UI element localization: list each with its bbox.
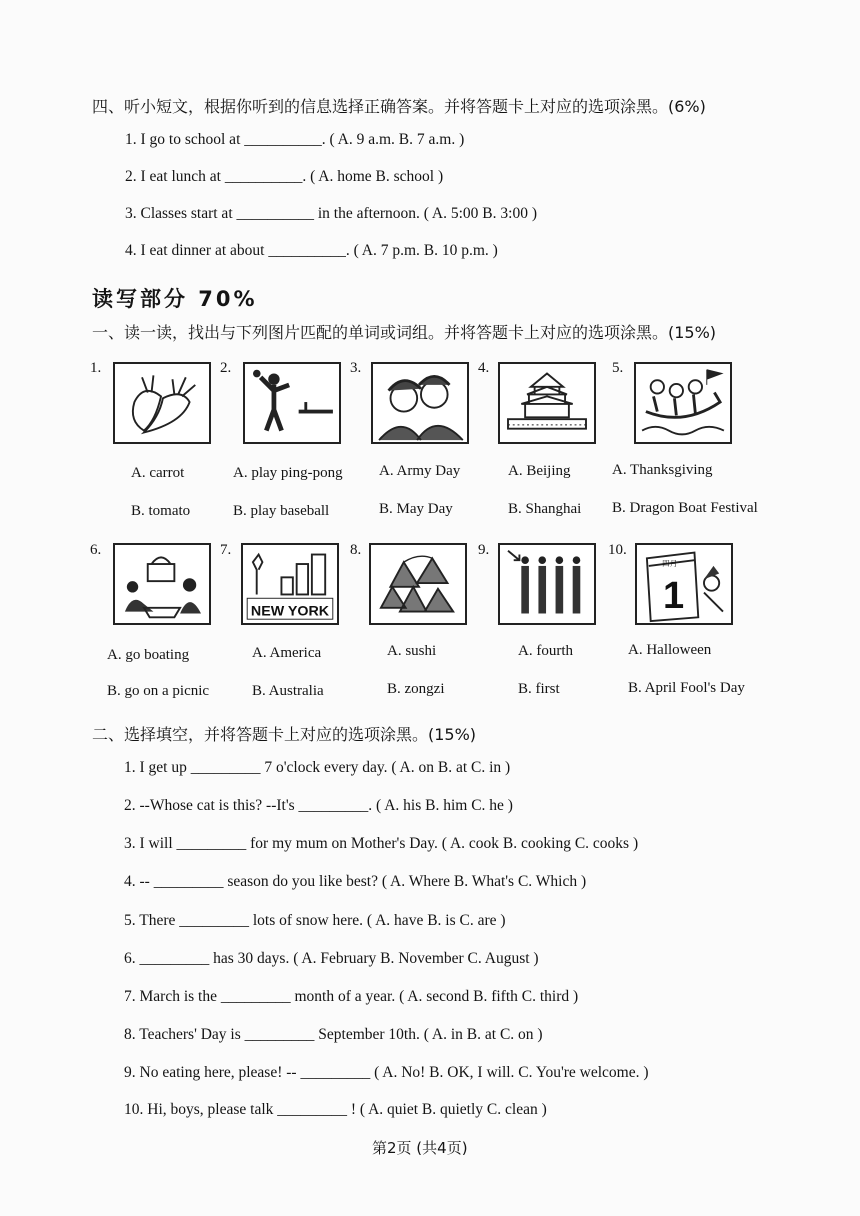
option-a: A. Halloween [628, 642, 712, 658]
option-b: B. tomato [131, 503, 191, 519]
fill-blank-item: 6. _________ has 30 days. ( A. February B. November C. August ) [124, 950, 539, 967]
fill-blank-item: 5. There _________ lots of snow here. ( A. have B. is C. are ) [124, 912, 506, 929]
listening-item: 3. Classes start at __________ in the afternoon. ( A. 5:00 B. 3:00 ) [125, 205, 537, 222]
option-a: A. Army Day [379, 463, 461, 479]
fill-blank-item: 10. Hi, boys, please talk _________ ! ( A. quiet B. quietly C. clean ) [124, 1101, 547, 1118]
picture-number: 6. [90, 542, 102, 558]
option-b: B. May Day [379, 501, 453, 517]
picture-number: 3. [350, 360, 362, 376]
option-b: B. Dragon Boat Festival [612, 500, 758, 516]
option-a: A. carrot [131, 465, 185, 481]
option-a: A. go boating [107, 647, 190, 663]
option-a: A. fourth [518, 643, 573, 659]
option-a: A. Thanksgiving [612, 462, 713, 478]
picture-number: 5. [612, 360, 624, 376]
calendar-icon [635, 543, 733, 625]
soldiers-icon [371, 362, 469, 444]
listening-heading: 四、听小短文，根据你听到的信息选择正确答案。并将答题卡上对应的选项涂黑。(6%) [92, 97, 706, 116]
zongzi-icon [369, 543, 467, 625]
fill-blank-item: 7. March is the _________ month of a year. ( A. second B. fifth C. third ) [124, 988, 579, 1005]
reading-writing-title: 读写部分 70% [92, 287, 258, 311]
calendar-month: 四月 [662, 558, 678, 568]
fill-blank-item: 4. -- _________ season do you like best? ( A. Where B. What's C. Which ) [124, 873, 587, 890]
listening-item: 4. I eat dinner at about __________. ( A. 7 p.m. B. 10 p.m. ) [125, 242, 498, 259]
section1-heading: 一、读一读，找出与下列图片匹配的单词或词组。并将答题卡上对应的选项涂黑。(15%) [92, 323, 717, 342]
picnic-icon [113, 543, 211, 625]
section2-heading: 二、选择填空，并将答题卡上对应的选项涂黑。(15%) [92, 725, 477, 744]
temple-of-heaven-icon [498, 362, 596, 444]
fill-blank-item: 3. I will _________ for my mum on Mother's Day. ( A. cook B. cooking C. cooks ) [124, 835, 639, 852]
option-b: B. zongzi [387, 681, 445, 697]
new-york-caption: NEW YORK [250, 603, 330, 620]
option-a: A. Beijing [508, 463, 571, 479]
option-b: B. April Fool's Day [628, 680, 745, 696]
picture-number: 2. [220, 360, 232, 376]
option-b: B. go on a picnic [107, 683, 210, 699]
fill-blank-item: 2. --Whose cat is this? --It's _________. ( A. his B. him C. he ) [124, 797, 513, 814]
option-a: A. play ping-pong [233, 465, 343, 481]
fill-blank-item: 8. Teachers' Day is _________ September 10th. ( A. in B. at C. on ) [124, 1026, 543, 1043]
fill-blank-item: 9. No eating here, please! -- _________ ( A. No! B. OK, I will. C. You're welcome. ) [124, 1064, 649, 1081]
option-a: A. America [252, 645, 322, 661]
picture-number: 1. [90, 360, 102, 376]
picture-number: 9. [478, 542, 490, 558]
picture-number: 8. [350, 542, 362, 558]
option-b: B. first [518, 681, 560, 697]
calendar-day: 1 [662, 574, 685, 617]
option-a: A. sushi [387, 643, 437, 659]
picture-number: 7. [220, 542, 232, 558]
new-york-icon [241, 543, 339, 625]
picture-number: 4. [478, 360, 490, 376]
listening-item: 2. I eat lunch at __________. ( A. home B. school ) [125, 168, 444, 185]
vegetables-icon [113, 362, 211, 444]
option-b: B. Shanghai [508, 501, 582, 517]
option-b: B. Australia [252, 683, 324, 699]
picture-number: 10. [608, 542, 627, 558]
dragon-boat-icon [634, 362, 732, 444]
listening-item: 1. I go to school at __________. ( A. 9 a.m. B. 7 a.m. ) [125, 131, 465, 148]
option-b: B. play baseball [233, 503, 330, 519]
ping-pong-player-icon [243, 362, 341, 444]
fill-blank-item: 1. I get up _________ 7 o'clock every day. ( A. on B. at C. in ) [124, 759, 511, 776]
line-of-people-icon [498, 543, 596, 625]
page-footer: 第2页 (共4页) [372, 1139, 468, 1157]
